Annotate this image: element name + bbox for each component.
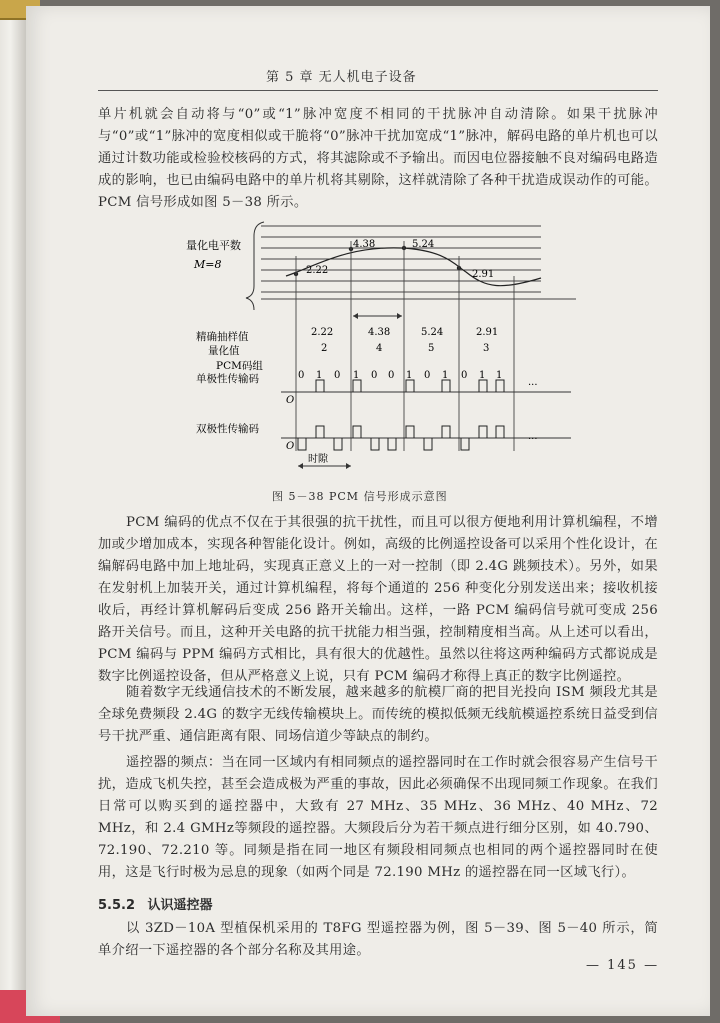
sample-value-label: 4.38 <box>353 239 376 250</box>
quant-value: 4 <box>376 343 383 354</box>
label-levels: 量化电平数 <box>186 239 241 252</box>
bit: 0 <box>298 370 305 381</box>
label-sample: 精确抽样值 <box>196 331 249 343</box>
ellipsis: ··· <box>528 434 538 445</box>
sample-value-label: 2.91 <box>472 269 495 280</box>
paragraph-1: 单片机就会自动将与“0”或“1”脉冲宽度不相同的干扰脉冲自动清除。如果干扰脉冲与“0”或“1”脉冲的宽度相似或干脆将“0”脉冲干扰加宽成“1”脉冲，解码电路的单片机也可以通过计数功能或检验校核码的方式，将其滤除或不予输出。而因电位器接触不良对编码电路造成的影响，也已由编码电路中的单片机将其剔除，这样就清除了各种干扰造成误动作的可能。PCM 信号形成如图 5－38 所示。 <box>98 107 658 210</box>
sample-value: 2.22 <box>311 327 334 338</box>
paragraph-4: 遥控器的频点：当在同一区域内有相同频点的遥控器同时在工作时就会很容易产生信号干扰，造成飞机失控，甚至会造成极为严重的事故，因此必须确保不出现同频工作现象。在我们日常可以购买到的遥控器中，大致有 27 MHz、35 MHz、36 MHz、40 MHz、72 MHz，和 2.4 GMHz等频段的遥控器。大频段后分为若干频点进行细分区别，如 40.790、72.190、72.210 等。同频是指在同一地区有频段相同频点也相同的两个遥控器同时在使用，这是飞行时极为忌息的现象（如两个同是 72.190 MHz 的遥控器在同一区域飞行）。 <box>98 755 658 880</box>
sample-value-label: 2.22 <box>306 265 329 276</box>
section-heading <box>98 894 213 913</box>
bit: 1 <box>479 370 486 381</box>
quant-value: 5 <box>428 343 435 354</box>
sample-value-label: 5.24 <box>412 239 435 250</box>
paragraph-3: 随着数字无线通信技术的不断发展，越来越多的航模厂商的把目光投向 ISM 频段尤其是全球免费频段 2.4G 的数字无线传输模块上。而传统的模拟低频无线航模遥控系统日益受到信号干扰严重、通信距离有限、同场信道少等缺点的制约。 <box>98 685 658 744</box>
label-pcm-group: PCM码组 <box>216 360 263 372</box>
axis-origin: O <box>286 441 295 452</box>
bit: 1 <box>353 370 360 381</box>
sample-value: 2.91 <box>476 327 499 338</box>
figure-caption: 图 5－38 PCM 信号形成示意图 <box>272 490 448 503</box>
bit: 0 <box>371 370 378 381</box>
axis-origin: O <box>286 395 295 406</box>
unipolar-pulses <box>316 380 504 392</box>
pcm-figure <box>156 216 576 486</box>
label-quant: 量化值 <box>208 345 240 357</box>
bit: 1 <box>496 370 503 381</box>
sample-value: 5.24 <box>421 327 444 338</box>
label-bipolar: 双极性传输码 <box>196 423 259 435</box>
running-head: 第 5 章 无人机电子设备 <box>266 70 417 85</box>
header-rule <box>98 90 658 91</box>
bit: 0 <box>334 370 341 381</box>
page-number: — 145 — <box>586 958 660 973</box>
paragraph-5: 以 3ZD－10A 型植保机采用的 T8FG 型遥控器为例，图 5－39、图 5－40 所示，简单介绍一下遥控器的各个部分名称及其用途。 <box>98 921 658 958</box>
section-number: 5.5.2 <box>98 898 136 913</box>
label-m: M=8 <box>194 258 222 271</box>
label-unipolar: 单极性传输码 <box>196 373 259 385</box>
quant-value: 2 <box>321 343 328 354</box>
bit: 1 <box>442 370 449 381</box>
section-title: 认识遥控器 <box>147 898 213 913</box>
book-binding <box>0 0 26 1023</box>
bit: 0 <box>424 370 431 381</box>
brace-shape <box>246 222 264 310</box>
bit: 1 <box>316 370 323 381</box>
book-page <box>26 6 710 1016</box>
bit: 0 <box>461 370 468 381</box>
label-timeslot: 时隙 <box>308 454 328 465</box>
quant-value: 3 <box>483 343 490 354</box>
paragraph-2: PCM 编码的优点不仅在于其很强的抗干扰性，而且可以很方便地利用计算机编程，不增加或少增加成本，实现各种智能化设计。例如，高级的比例遥控设备可以采用个性化设计，在编解码电路中加上地址码，实现真正意义上的一对一控制（即 2.4G 跳频技术）。另外，如果在发射机上加装开关，通过计算机编程，将每个通道的 256 种变化分别发送出来；接收机接收后，再经计算机解码后变成 256 路开关输出。这样，一路 PCM 编码信号就可变成 256 路开关信号。而且，这种开关电路的抗干扰能力相当强，控制精度相当高。从上述可以看出，PCM 编码与 PPM 编码方式相比，具有很大的优越性。虽然以往将这两种编码方式都说成是数字比例遥控设备，但从严格意义上说，只有 PCM 编码才称得上真正的数字比例遥控。 <box>98 515 658 684</box>
level-lines <box>261 226 576 299</box>
bit: 1 <box>406 370 413 381</box>
ellipsis: ··· <box>528 380 538 391</box>
sample-value: 4.38 <box>368 327 391 338</box>
bit: 0 <box>388 370 395 381</box>
